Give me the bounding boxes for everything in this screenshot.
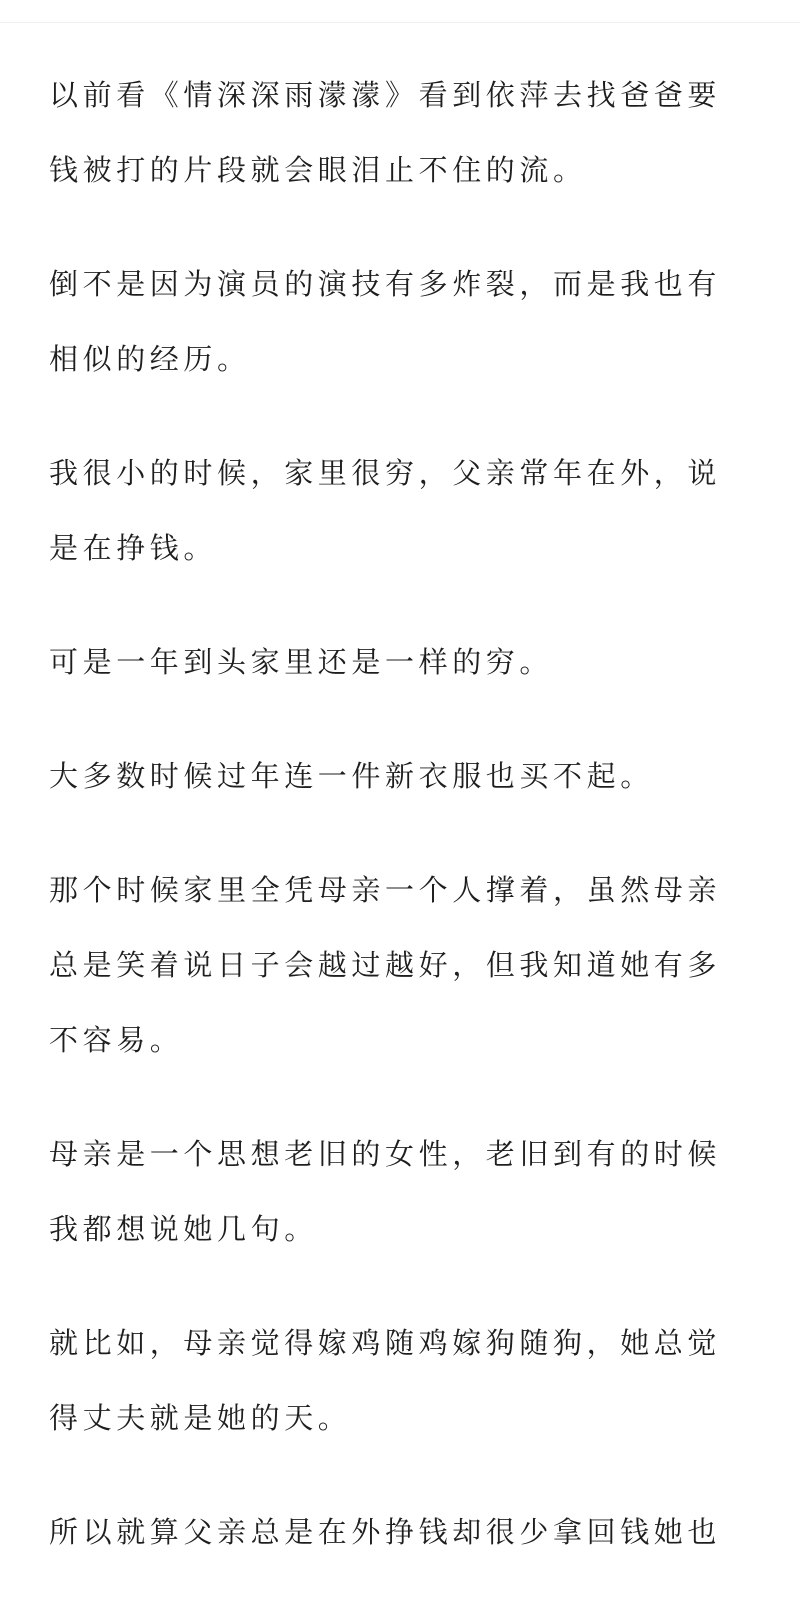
paragraph-9 bbox=[49, 1495, 759, 1570]
paragraph-line: 总是笑着说日子会越过越好，但我知道她有多 bbox=[49, 948, 722, 982]
paragraph-4 bbox=[49, 625, 759, 700]
paragraph-line: 不容易。 bbox=[49, 1023, 184, 1057]
paragraph-line: 钱被打的片段就会眼泪止不住的流。 bbox=[49, 153, 587, 187]
paragraph-8 bbox=[49, 1306, 759, 1456]
paragraph-line: 大多数时候过年连一件新衣服也买不起。 bbox=[49, 759, 654, 793]
paragraph-line: 是在挣钱。 bbox=[49, 531, 218, 565]
paragraph-line: 那个时候家里全凭母亲一个人撑着，虽然母亲 bbox=[49, 873, 722, 907]
paragraph-3 bbox=[49, 436, 759, 586]
paragraph-line: 我很小的时候，家里很穷，父亲常年在外，说 bbox=[49, 456, 722, 490]
paragraph-6 bbox=[49, 853, 759, 1078]
paragraph-line: 以前看《情深深雨濛濛》看到依萍去找爸爸要 bbox=[49, 78, 722, 112]
paragraph-2 bbox=[49, 247, 759, 397]
paragraph-line: 相似的经历。 bbox=[49, 342, 251, 376]
top-bar bbox=[0, 0, 800, 23]
paragraph-7 bbox=[49, 1117, 759, 1267]
paragraph-line: 我都想说她几句。 bbox=[49, 1212, 318, 1246]
paragraph-line: 得丈夫就是她的天。 bbox=[49, 1401, 352, 1435]
paragraph-line: 可是一年到头家里还是一样的穷。 bbox=[49, 645, 554, 679]
paragraph-line: 母亲是一个思想老旧的女性，老旧到有的时候 bbox=[49, 1137, 722, 1171]
paragraph-line: 就比如，母亲觉得嫁鸡随鸡嫁狗随狗，她总觉 bbox=[49, 1326, 722, 1360]
paragraph-line: 所以就算父亲总是在外挣钱却很少拿回钱她也 bbox=[49, 1515, 722, 1549]
paragraph-1 bbox=[49, 58, 759, 208]
paragraph-5 bbox=[49, 739, 759, 814]
article-body bbox=[49, 58, 759, 1609]
paragraph-line: 倒不是因为演员的演技有多炸裂，而是我也有 bbox=[49, 267, 722, 301]
